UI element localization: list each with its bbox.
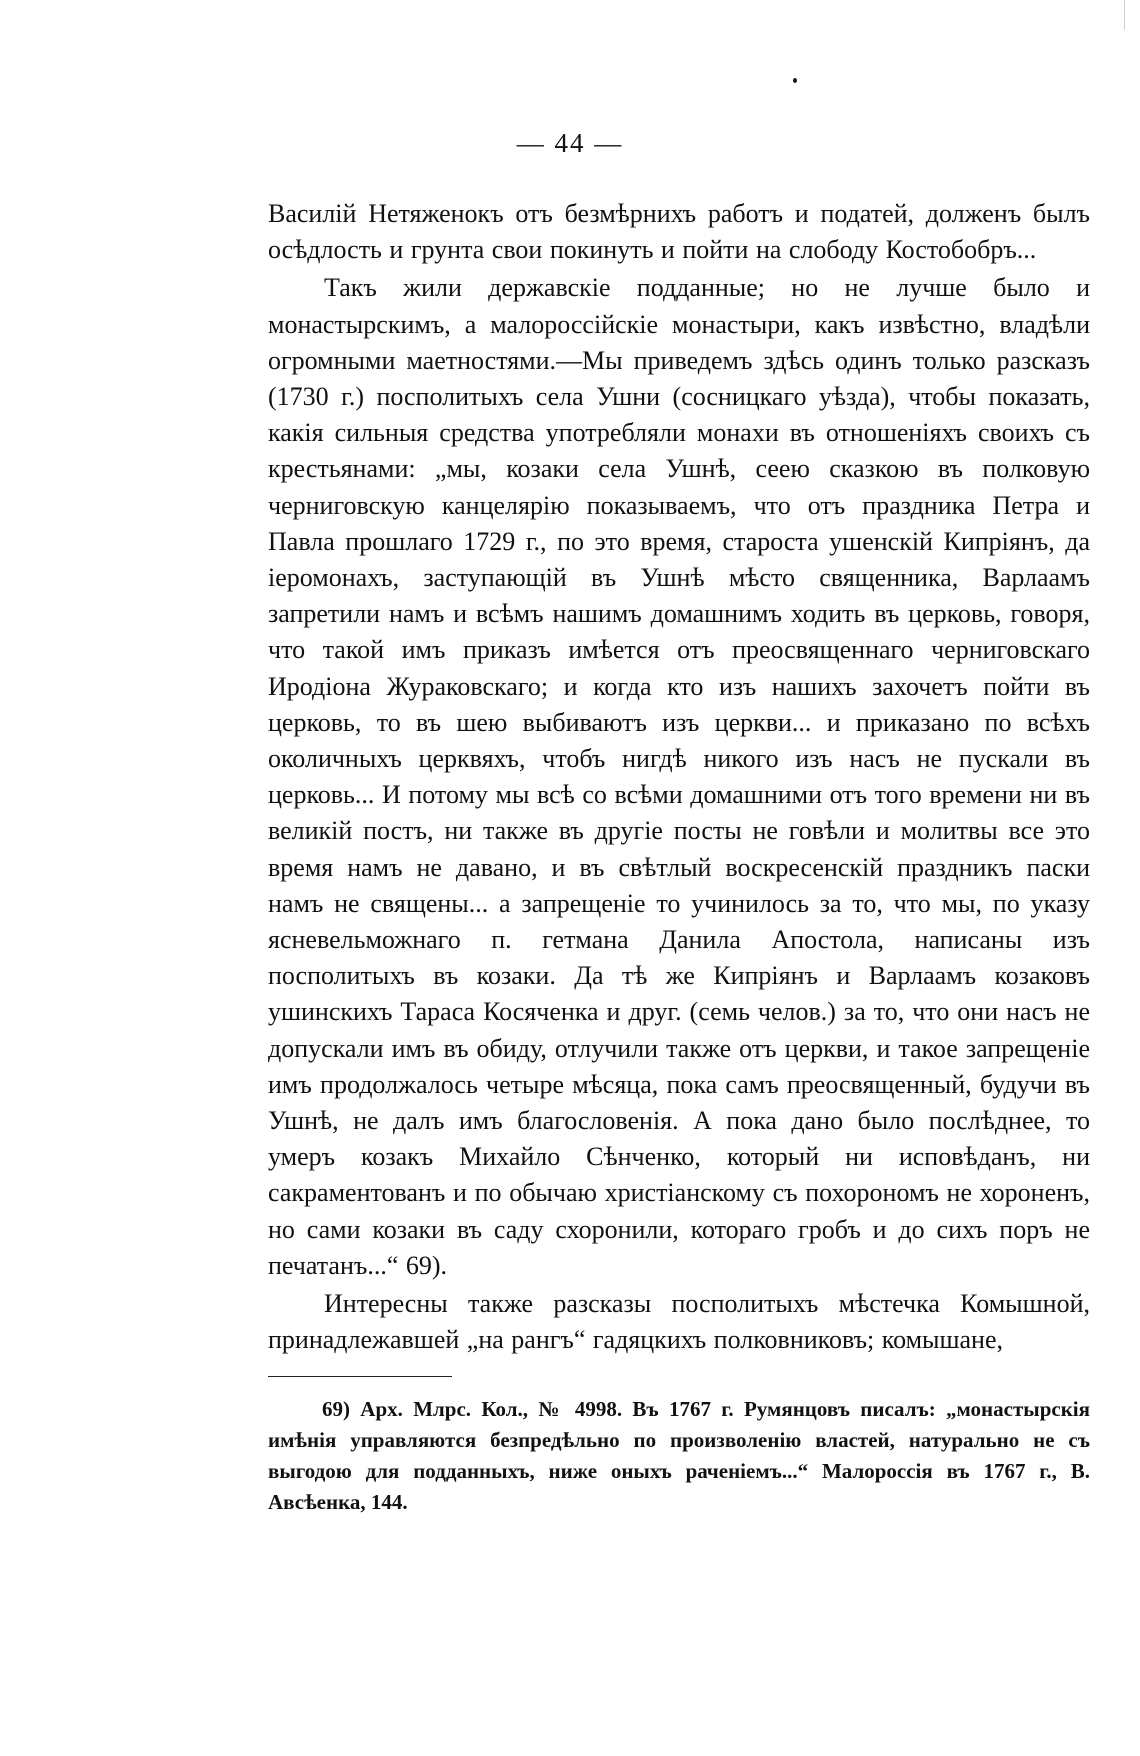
footnotes (268, 1394, 1090, 1518)
scan-edge-mark (1124, 0, 1125, 30)
footnote-69: 69) Арх. Млрс. Кол., № 4998. Въ 1767 г. Румянцовъ писалъ: „монастырскія имѣнія управляются безпредѣльно по произволенію властей, натурально не съ выгодою для подданныхъ, ниже оныхъ раченіемъ...“ Малороссія въ 1767 г., В. Авсѣенка, 144. (268, 1397, 1090, 1514)
footnote-separator (268, 1376, 452, 1377)
page-number: — 44 — (516, 128, 624, 158)
paragraph-2: Такъ жили державскіе подданные; но не лучше было и монастырскимъ, а малороссійскіе монастыри, какъ извѣстно, владѣли огромными маетностями.—Мы приведемъ здѣсь одинъ только разсказъ (1730 г.) посполитыхъ села Ушни (сосницкаго уѣзда), чтобы показать, какія сильныя средства употребляли монахи въ отношеніяхъ своихъ съ крестьянами: „мы, козаки села Ушнѣ, сеею сказкою въ полковую черниговскую канцелярію показываемъ, что отъ праздника Петра и Павла прошлаго 1729 г., по это время, староста ушенскій Кипріянъ, да іеромонахъ, заступающій въ Ушнѣ мѣсто священника, Варлаамъ запретили намъ и всѣмъ нашимъ домашнимъ ходить въ церковь, говоря, что такой имъ приказъ имѣется отъ преосвященнаго черниговскаго Иродіона Жураковскаго; и когда кто изъ нашихъ захочетъ пойти въ церковь, то въ шею выбиваютъ изъ церкви... и приказано по всѣхъ околичныхъ церквяхъ, чтобъ нигдѣ никого изъ насъ не пускали въ церковь... И потому мы всѣ со всѣми домашними отъ того времени ни въ великій постъ, ни также въ другіе посты не говѣли и молитвы все это время намъ не давано, и въ свѣтлый воскресенскій праздникъ паски намъ не священы... а запрещеніе то учинилось за то, что мы, по указу ясневельможнаго п. гетмана Данила Апостола, написаны изъ посполитыхъ въ козаки. Да тѣ же Кипріянъ и Варлаамъ козаковъ ушинскихъ Тараса Косяченка и друг. (семь челов.) за то, что они насъ не допускали имъ въ обиду, отлучили также отъ церкви, и такое запрещеніе имъ продолжалось четыре мѣсяца, пока самъ преосвященный, будучи въ Ушнѣ, не далъ имъ благословенія. А пока дано было послѣднее, то умеръ козакъ Михайло Сѣнченко, который ни исповѣданъ, ни сакраментованъ и по обычаю христіанскому съ похорономъ не хороненъ, но сами козаки въ саду схоронили, котораго гробъ и до сихъ поръ не печатанъ...“ 69). (268, 273, 1090, 1280)
paragraph-3: Интересны также разсказы посполитыхъ мѣстечка Комышной, принадлежавшей „на рангъ“ гадяцкихъ полковниковъ; комышане, (268, 1289, 1090, 1355)
paragraph-1: Василій Нетяженокъ отъ безмѣрнихъ работъ и податей, долженъ былъ осѣдлость и грунта свои покинуть и пойти на слободу Костобобръ... (268, 199, 1090, 265)
scan-speck (793, 78, 797, 83)
body-text (268, 196, 1090, 1359)
